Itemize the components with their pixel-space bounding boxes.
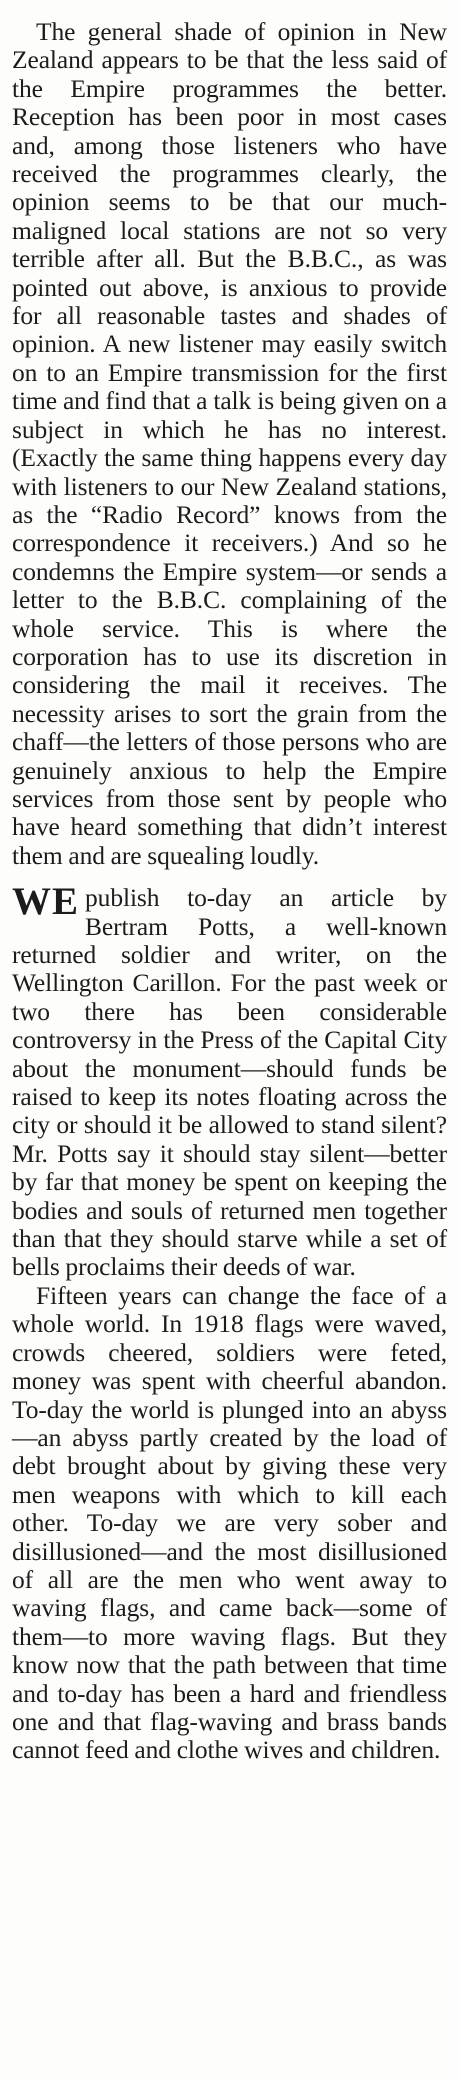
paragraph-carillon xyxy=(12,880,447,1282)
article-column xyxy=(12,18,447,1765)
paragraph-fifteen-years: Fifteen years can change the face of a whole world. In 1918 flags were waved, crowds cheered, soldiers were feted, money was spent with cheerful abandon. To-day the world is plunged into an abyss—an abyss partly created by the load of debt brought about by giving these very men weapons with which to kill each other. To-day we are very sober and disillusioned—and the most disillusioned of all are the men who went away to waving flags, and came back—some of them—to more waving flags. But they know now that the path between that time and to-day has been a hard and friendless one and that flag-waving and brass bands cannot feed and clothe wives and children. xyxy=(12,1280,447,1765)
paragraph-empire-programmes: The general shade of opinion in New Zealand appears to be that the less said of the Empire programmes the better. Reception has been poor in most cases and, among those listeners who have received the programmes clearly, the opinion seems to be that our much-maligned local stations are not so very terrible after all. But the B.B.C., as was pointed out above, is anxious to provide for all reasonable tastes and shades of opinion. A new listener may easily switch on to an Empire transmission for the first time and find that a talk is being given on a subject in which he has no interest. (Exactly the same thing happens every day with listeners to our New Zealand stations, as the “Radio Record” knows from the correspondence it receivers.) And so he condemns the Empire system—or sends a letter to the B.B.C. complaining of the whole service. This is where the corporation has to use its discretion in considering the mail it receives. The necessity arises to sort the grain from the chaff—the letters of those persons who are genuinely anxious to help the Empire services from those sent by people who have heard something that didn’t interest them and are squealing loudly. xyxy=(12,17,447,870)
paragraph-carillon-text: publish to-day an article by Bertram Potts, a well-known returned soldier and writer, on the Wellington Carillon. For the past week or two there has been considerable controversy in the Press of the Capital City about the monument—should funds be raised to keep its notes floating across the city or should it be allowed to stand silent? Mr. Potts say it should stay silent—better by far that money be spent on keeping the bodies and souls of returned men together than that they should starve while a set of bells proclaims their deeds of war. xyxy=(12,883,447,1282)
drop-cap-lead: WE xyxy=(12,880,80,924)
